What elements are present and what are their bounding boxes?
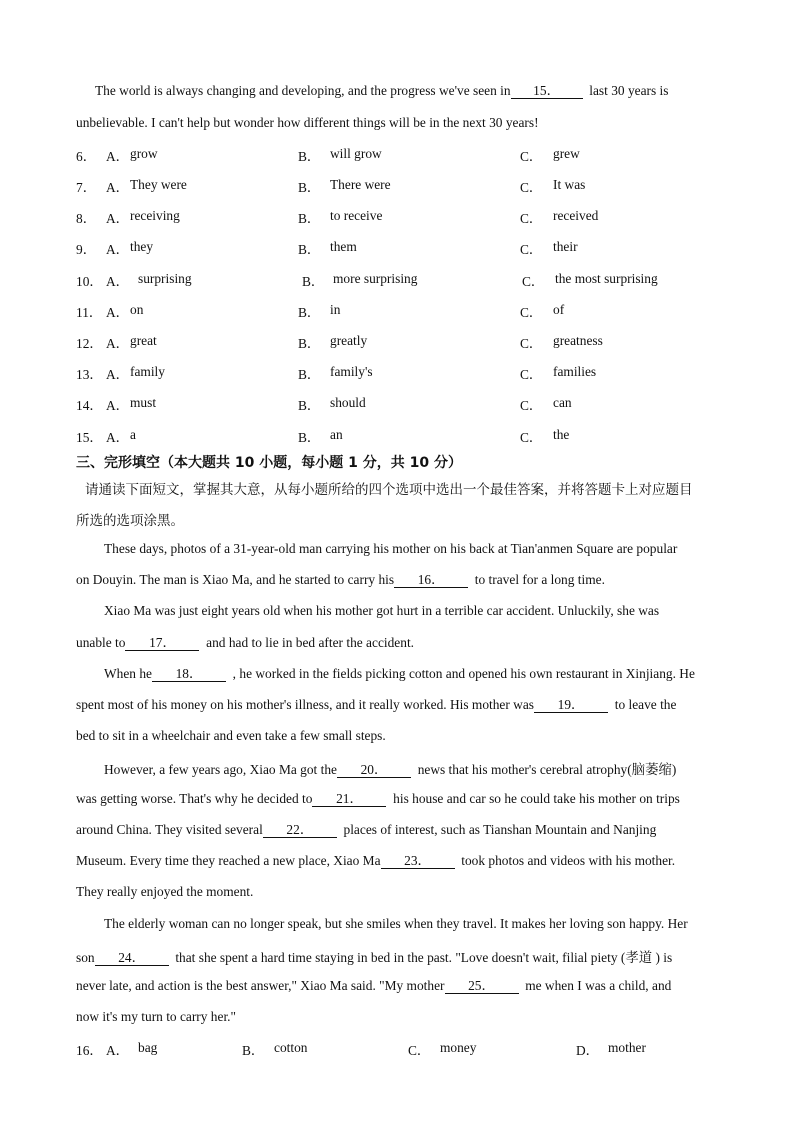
question-16-options (76, 1040, 736, 1060)
passage-line (104, 666, 695, 682)
question-13-options (76, 364, 736, 384)
blank-21: 21． (312, 792, 386, 807)
option-a-text: surprising (138, 271, 192, 286)
option-a-text: receiving (130, 208, 180, 223)
question-number: 6． (76, 149, 97, 164)
passage-line (104, 759, 676, 778)
section-heading: 三、完形填空（本大题共 10 小题，每小题 1 分，共 10 分） (76, 455, 462, 471)
blank-16: 16． (394, 573, 468, 588)
option-c-text: grew (553, 146, 580, 161)
question-12-options (76, 333, 736, 353)
passage-text: on Douyin. The man is Xiao Ma, and he started to carry his (76, 572, 395, 587)
option-c-text: money (440, 1040, 477, 1055)
passage-text: Xiao Ma was just eight years old when his mother got hurt in a terrible car accident. Unluckily, she was (104, 603, 660, 618)
option-b-label: B． (242, 1043, 265, 1058)
option-c-label: C． (522, 274, 545, 289)
option-a-label: A． (106, 367, 130, 382)
passage-text: his house and car so he could take his mother on trips (393, 791, 680, 806)
option-b-label: B． (298, 398, 321, 413)
option-b-text: more surprising (333, 271, 418, 286)
passage-text: The elderly woman can no longer speak, but she smiles when they travel. It makes her loving son happy. Her (104, 916, 688, 931)
option-b-label: B． (298, 336, 321, 351)
option-b-text: family's (330, 364, 373, 379)
option-b-text: should (330, 395, 366, 410)
option-b-label: B． (298, 367, 321, 382)
passage-line (76, 635, 414, 651)
option-a-label: A． (106, 274, 130, 289)
option-d-label: D． (576, 1043, 600, 1058)
passage-text: When he (104, 666, 152, 681)
passage-text: bed to sit in a wheelchair and even take a few small steps. (76, 728, 386, 743)
option-a-label: A． (106, 149, 130, 164)
option-a-label: A． (106, 398, 130, 413)
option-a-text: grow (130, 146, 158, 161)
passage-text: around China. They visited several (76, 822, 263, 837)
blank-20: 20． (337, 763, 411, 778)
passage-text: that she spent a hard time staying in bed in the past. "Love doesn't wait, filial piety (孝道 ) is (175, 950, 673, 965)
question-number: 12． (76, 336, 103, 351)
option-b-label: B． (298, 305, 321, 320)
option-c-label: C． (520, 149, 543, 164)
option-b-label: B． (298, 149, 321, 164)
option-c-label: C． (520, 430, 543, 445)
passage-text: took photos and videos with his mother. (461, 853, 676, 868)
question-number: 14． (76, 398, 103, 413)
passage-text: However, a few years ago, Xiao Ma got the (104, 762, 337, 777)
passage-line (104, 916, 688, 932)
blank-18: 18． (152, 667, 226, 682)
blank-24: 24． (95, 951, 169, 966)
question-number: 11． (76, 305, 103, 320)
question-9-options (76, 239, 736, 259)
passage-text: to travel for a long time. (474, 572, 605, 587)
passage-text: Museum. Every time they reached a new place, Xiao Ma (76, 853, 381, 868)
passage-text: , he worked in the fields picking cotton and opened his own restaurant in Xinjiang. He (232, 666, 695, 681)
option-b-text: cotton (274, 1040, 308, 1055)
option-a-label: A． (106, 1043, 130, 1058)
blank-19: 19． (534, 698, 608, 713)
passage-line (76, 572, 605, 588)
passage-text: to leave the (614, 697, 677, 712)
option-a-label: A． (106, 242, 130, 257)
option-c-label: C． (408, 1043, 431, 1058)
option-c-text: their (553, 239, 578, 254)
question-11-options (76, 302, 736, 322)
question-number: 8． (76, 211, 97, 226)
option-a-text: bag (138, 1040, 158, 1055)
option-c-label: C． (520, 180, 543, 195)
question-number: 9． (76, 242, 97, 257)
option-b-label: B． (298, 211, 321, 226)
question-number: 7． (76, 180, 97, 195)
question-10-options (76, 271, 736, 291)
option-b-label: B． (298, 242, 321, 257)
option-c-text: greatness (553, 333, 603, 348)
option-a-text: great (130, 333, 157, 348)
option-a-label: A． (106, 211, 130, 226)
passage-text: son (76, 950, 95, 965)
passage-text: unbelievable. I can't help but wonder how different things will be in the next 30 years! (76, 115, 539, 130)
question-number: 15． (76, 430, 103, 445)
passage-line (76, 728, 386, 744)
option-c-label: C． (520, 305, 543, 320)
passage-text: now it's my turn to carry her." (76, 1009, 236, 1024)
option-b-text: them (330, 239, 357, 254)
option-a-label: A． (106, 430, 130, 445)
option-a-text: on (130, 302, 144, 317)
passage-line (76, 947, 672, 966)
option-c-label: C． (520, 336, 543, 351)
passage-line (76, 853, 675, 869)
blank-17: 17． (125, 636, 199, 651)
option-c-label: C． (520, 398, 543, 413)
passage-line (76, 697, 676, 713)
blank-15: 15． (511, 84, 583, 99)
passage-line (76, 978, 671, 994)
passage-line (95, 83, 668, 99)
option-a-label: A． (106, 305, 130, 320)
option-c-label: C． (520, 211, 543, 226)
question-7-options (76, 177, 736, 197)
option-b-label: B． (302, 274, 325, 289)
passage-text: unable to (76, 635, 126, 650)
passage-line (76, 791, 680, 807)
passage-text: and had to lie in bed after the accident. (206, 635, 415, 650)
passage-line (76, 1009, 236, 1025)
passage-line (104, 541, 677, 557)
question-15-options (76, 427, 736, 447)
option-a-label: A． (106, 180, 130, 195)
passage-line (104, 603, 659, 619)
option-b-text: to receive (330, 208, 383, 223)
option-b-text: greatly (330, 333, 368, 348)
passage-text: me when I was a child, and (525, 978, 672, 993)
option-c-text: can (553, 395, 572, 410)
question-number: 13． (76, 367, 103, 382)
passage-text: last 30 years is (589, 83, 669, 98)
question-number: 16． (76, 1043, 103, 1058)
option-c-label: C． (520, 367, 543, 382)
passage-line (76, 115, 539, 131)
option-c-text: of (553, 302, 565, 317)
instruction-line: 请通读下面短文，掌握其大意，从每小题所给的四个选项中选出一个最佳答案，并将答题卡上对应题目 (85, 482, 693, 498)
option-b-text: in (330, 302, 341, 317)
passage-line (76, 884, 253, 900)
question-14-options (76, 395, 736, 415)
passage-text: never late, and action is the best answer," Xiao Ma said. "My mother (76, 978, 445, 993)
instruction-line: 所选的选项涂黑。 (76, 513, 184, 529)
passage-text: spent most of his money on his mother's illness, and it really worked. His mother was (76, 697, 535, 712)
option-c-text: the most surprising (555, 271, 658, 286)
option-b-label: B． (298, 180, 321, 195)
question-6-options (76, 146, 736, 166)
option-c-text: the (553, 427, 570, 442)
option-a-text: family (130, 364, 165, 379)
option-c-text: families (553, 364, 597, 379)
question-number: 10． (76, 274, 103, 289)
option-b-text: will grow (330, 146, 382, 161)
option-c-label: C． (520, 242, 543, 257)
option-a-text: a (130, 427, 136, 442)
blank-25: 25． (445, 979, 519, 994)
passage-text: places of interest, such as Tianshan Mountain and Nanjing (343, 822, 657, 837)
passage-text: The world is always changing and developing, and the progress we've seen in (95, 83, 511, 98)
option-a-label: A． (106, 336, 130, 351)
blank-22: 22． (263, 823, 337, 838)
option-b-label: B． (298, 430, 321, 445)
passage-text: They really enjoyed the moment. (76, 884, 254, 899)
option-b-text: an (330, 427, 343, 442)
option-d-text: mother (608, 1040, 646, 1055)
option-b-text: There were (330, 177, 391, 192)
passage-text: news that his mother's cerebral atrophy(脑萎缩) (417, 762, 677, 777)
blank-23: 23． (381, 854, 455, 869)
passage-line (76, 822, 656, 838)
passage-text: These days, photos of a 31-year-old man carrying his mother on his back at Tian'anmen Square are popular (104, 541, 678, 556)
question-8-options (76, 208, 736, 228)
option-a-text: They were (130, 177, 187, 192)
option-c-text: It was (553, 177, 586, 192)
option-a-text: must (130, 395, 157, 410)
option-c-text: received (553, 208, 599, 223)
passage-text: was getting worse. That's why he decided to (76, 791, 313, 806)
option-a-text: they (130, 239, 154, 254)
